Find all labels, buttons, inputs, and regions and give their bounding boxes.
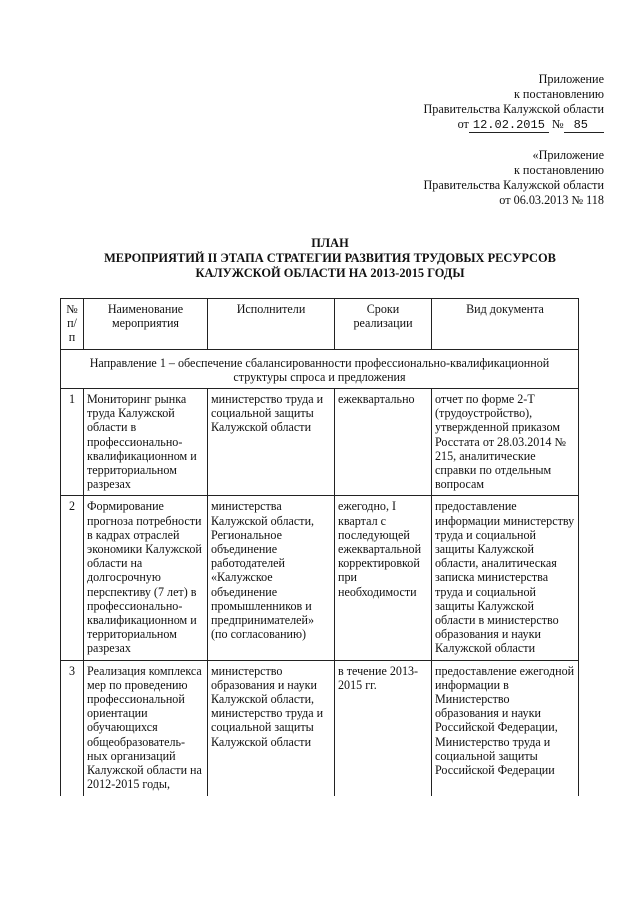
row-executors: министерство труда и социальной защиты Калужской области — [208, 389, 335, 496]
appendix-line: от 06.03.2013 № 118 — [499, 193, 604, 207]
table-row — [61, 660, 579, 795]
header-terms: Сроки реализации — [335, 299, 432, 350]
appendix-line: к постановлению — [513, 87, 604, 101]
row-document: предоставление информации министерству труда и социальной защиты Калужской области, аналитическая записка министерства труда и социальной защиты Калужской области в министерство образования и науки Калужской области — [432, 496, 579, 660]
row-executors: министерство образования и науки Калужской области, министерство труда и социальной защиты Калужской области — [208, 660, 335, 795]
title-line: ПЛАН — [311, 236, 349, 250]
date-prefix: от — [457, 117, 469, 131]
appendix-line: Правительства Калужской области — [423, 178, 604, 192]
title-line: КАЛУЖСКОЙ ОБЛАСТИ НА 2013-2015 ГОДЫ — [195, 266, 465, 280]
row-name: Формирование прогноза потребности в кадрах отраслей экономики Калужской области на долгосрочную перспективу (7 лет) в профессионально-квалификационном и территориальном разрезах — [84, 496, 208, 660]
header-number: № п/п — [61, 299, 84, 350]
row-executors: министерства Калужской области, Региональное объединение работодателей «Калужское объединение промышленников и предпринимателей» (по согласованию) — [208, 496, 335, 660]
handwritten-number: 85 — [564, 118, 604, 133]
header-document: Вид документа — [432, 299, 579, 350]
table-header-row — [61, 299, 579, 350]
appendix-header — [423, 72, 604, 133]
document-title — [60, 236, 600, 281]
row-document: отчет по форме 2-Т (трудоустройство), утвержденной приказом Росстата от 28.03.2014 № 215, аналитические справки по отдельным вопросам — [432, 389, 579, 496]
header-name: Наименование мероприятия — [84, 299, 208, 350]
row-document: предоставление ежегодной информации в Министерство образования и науки Российской Федерации, Министерство труда и социальной защиты Российской Федерации — [432, 660, 579, 795]
handwritten-date: 12.02.2015 — [469, 118, 549, 133]
plan-table — [60, 298, 579, 796]
row-number: 1 — [61, 389, 84, 496]
appendix-line: Приложение — [538, 72, 604, 86]
quoted-appendix-header — [423, 148, 604, 208]
row-number: 3 — [61, 660, 84, 795]
number-prefix: № — [551, 117, 564, 131]
title-line: МЕРОПРИЯТИЙ II ЭТАПА СТРАТЕГИИ РАЗВИТИЯ ТРУДОВЫХ РЕСУРСОВ — [104, 251, 556, 265]
appendix-line: к постановлению — [513, 163, 604, 177]
row-number: 2 — [61, 496, 84, 660]
row-name: Реализация комплекса мер по проведению профессиональной ориентации обучающихся общеобразователь-ных организаций Калужской области на 2012-2015 годы, — [84, 660, 208, 795]
direction-row — [61, 349, 579, 388]
direction-text: Направление 1 – обеспечение сбалансированности профессионально-квалификационной структуры спроса и предложения — [61, 349, 579, 388]
appendix-line: Правительства Калужской области — [423, 102, 604, 116]
appendix-date-line — [423, 117, 604, 133]
row-terms: в течение 2013-2015 гг. — [335, 660, 432, 795]
appendix-line: «Приложение — [532, 148, 604, 162]
table-row — [61, 389, 579, 496]
row-name: Мониторинг рынка труда Калужской области в профессионально-квалификационном и территориальном разрезах — [84, 389, 208, 496]
header-executors: Исполнители — [208, 299, 335, 350]
table-row — [61, 496, 579, 660]
row-terms: ежегодно, I квартал с последующей ежеквартальной корректировкой при необходимости — [335, 496, 432, 660]
row-terms: ежеквартально — [335, 389, 432, 496]
